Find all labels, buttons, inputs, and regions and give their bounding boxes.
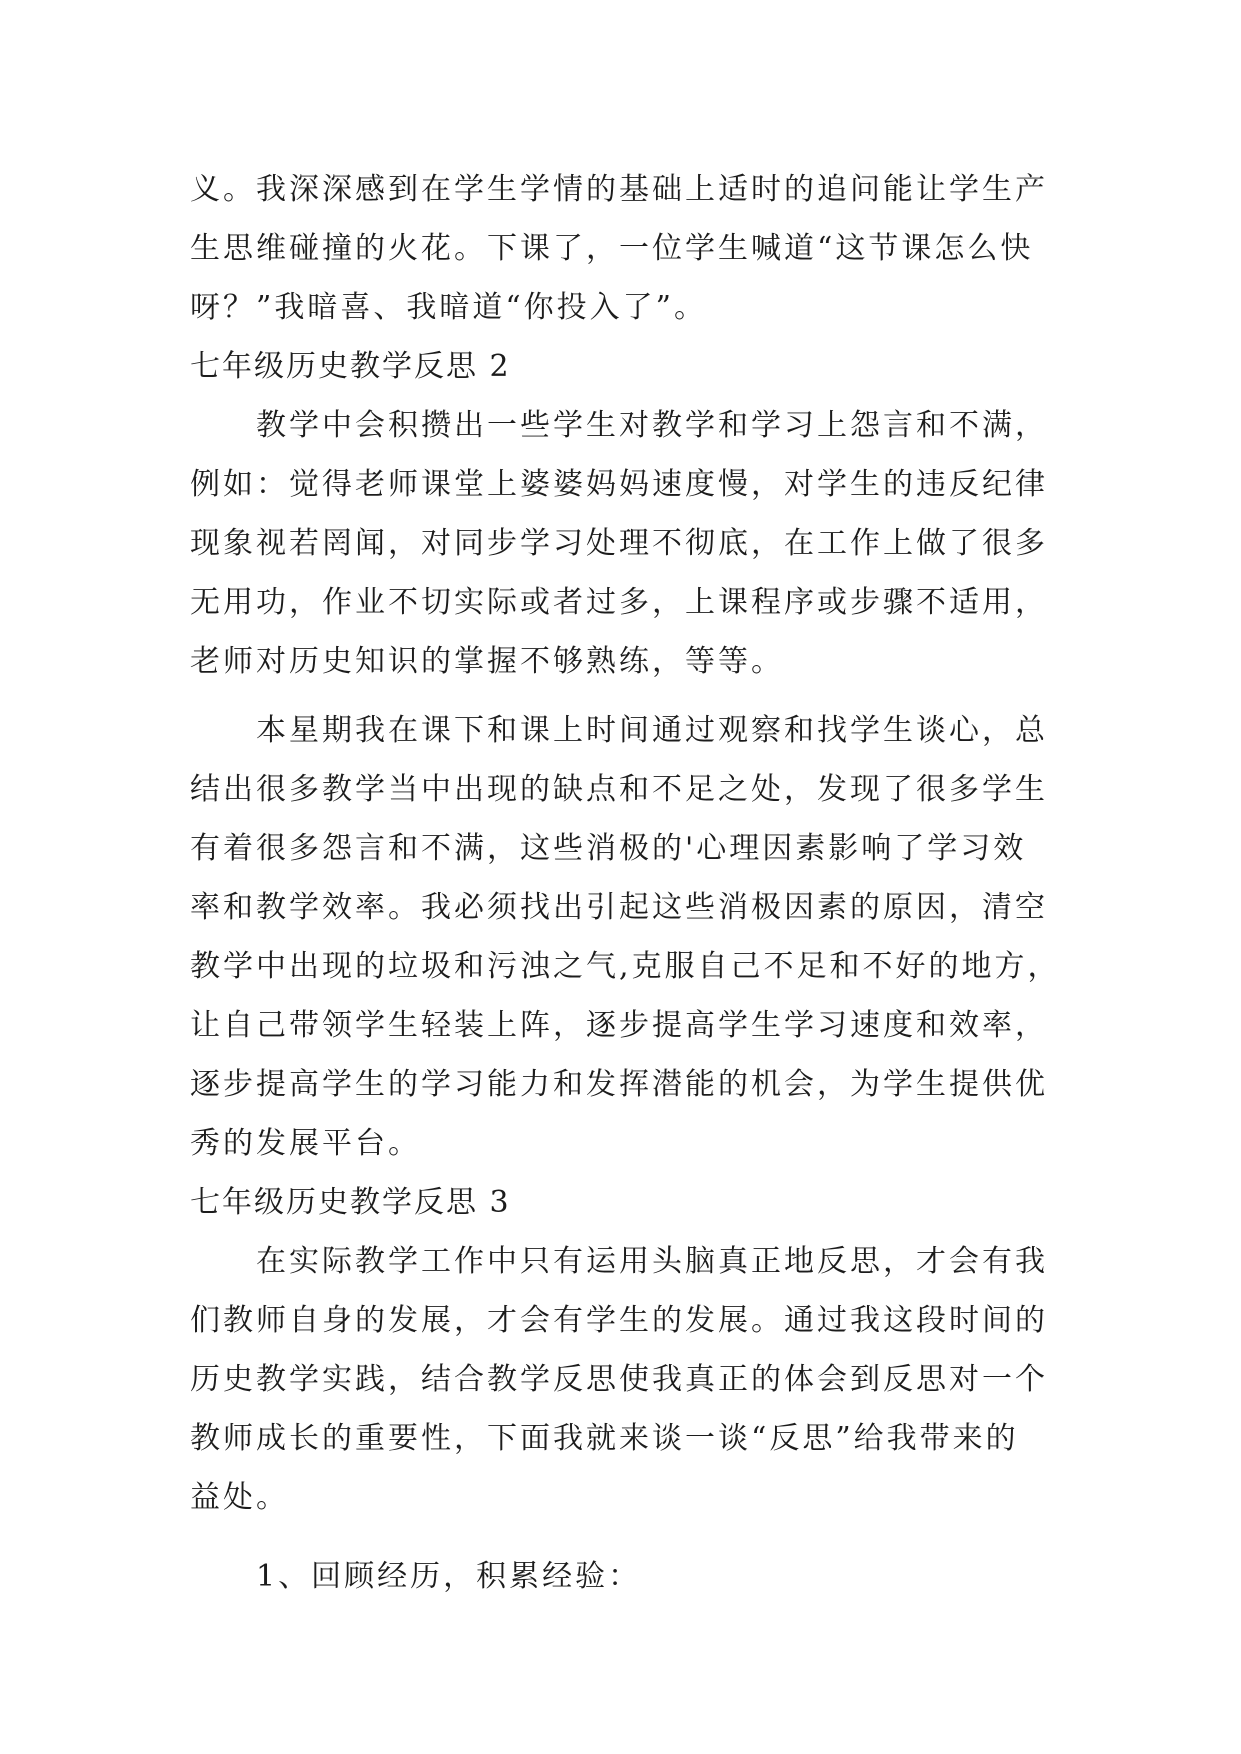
text-line: 秀的发展平台。 [190, 1126, 421, 1161]
text-line: 本星期我在课下和课上时间通过观察和找学生谈心，总 [256, 713, 1048, 748]
text-line: 教学中出现的垃圾和污浊之气,克服自己不足和不好的地方， [190, 949, 1061, 984]
section-3-paragraph-1 [190, 1232, 1060, 1527]
section-2-paragraph-2 [190, 701, 1060, 1173]
text-line: 呀？”我暗喜、我暗道“你投入了”。 [190, 290, 708, 325]
text-line: 们教师自身的发展，才会有学生的发展。通过我这段时间的 [190, 1303, 1048, 1338]
section-2-paragraph-1 [190, 396, 1060, 691]
section-heading-2: 七年级历史教学反思 2 [190, 349, 511, 384]
text-line: 例如：觉得老师课堂上婆婆妈妈速度慢，对学生的违反纪律 [190, 467, 1048, 502]
text-line: 现象视若罔闻，对同步学习处理不彻底，在工作上做了很多 [190, 526, 1048, 561]
text-line: 结出很多教学当中出现的缺点和不足之处，发现了很多学生 [190, 772, 1048, 807]
text-line: 历史教学实践，结合教学反思使我真正的体会到反思对一个 [190, 1362, 1048, 1397]
text-line: 无用功，作业不切实际或者过多，上课程序或步骤不适用， [190, 585, 1048, 620]
section-heading-3: 七年级历史教学反思 3 [190, 1185, 511, 1220]
text-line: 老师对历史知识的掌握不够熟练，等等。 [190, 644, 784, 679]
text-line: 逐步提高学生的学习能力和发挥潜能的机会，为学生提供优 [190, 1067, 1048, 1102]
text-line: 教师成长的重要性，下面我就来谈一谈“反思”给我带来的 [190, 1421, 1019, 1456]
text-line: 率和教学效率。我必须找出引起这些消极因素的原因，清空 [190, 890, 1048, 925]
text-line: 让自己带领学生轻装上阵，逐步提高学生学习速度和效率， [190, 1008, 1048, 1043]
text-line: 在实际教学工作中只有运用头脑真正地反思，才会有我 [256, 1244, 1048, 1279]
text-line: 义。我深深感到在学生学情的基础上适时的追问能让学生产 [190, 172, 1048, 207]
text-line: 生思维碰撞的火花。下课了，一位学生喊道“这节课怎么快 [190, 231, 1034, 266]
text-line: 教学中会积攒出一些学生对教学和学习上怨言和不满， [256, 408, 1048, 443]
text-line: 有着很多怨言和不满，这些消极的'心理因素影响了学习效 [190, 831, 1027, 866]
document-body [190, 160, 1060, 1606]
continuation-paragraph [190, 160, 1060, 337]
list-item-1: 1、回顾经历，积累经验： [256, 1559, 642, 1594]
text-line: 益处。 [190, 1480, 289, 1515]
